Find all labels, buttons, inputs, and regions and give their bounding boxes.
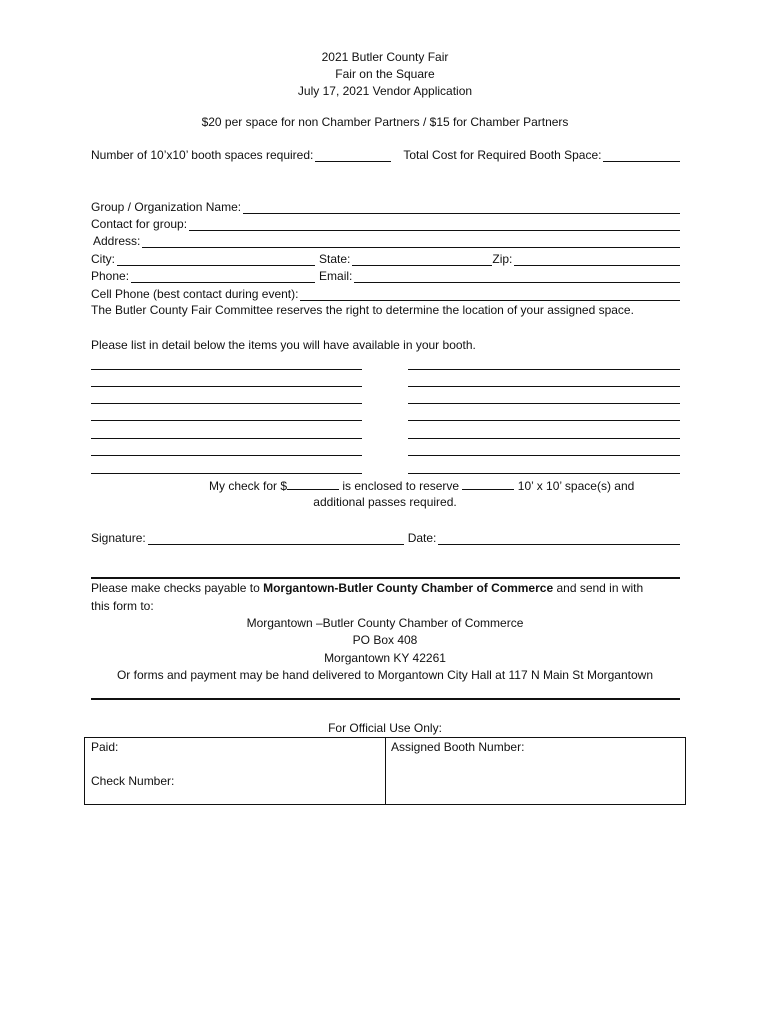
phone-label: Phone: [91,269,130,283]
official-use-divider [385,738,386,804]
pricing-line: $20 per space for non Chamber Partners / $15 for Chamber Partners [201,115,569,129]
cell-phone-row [91,285,680,301]
phone-field[interactable] [131,270,315,283]
state-field[interactable] [352,253,492,266]
paid-label: Paid: [91,740,119,754]
email-label: Email: [319,269,353,283]
check-line [209,478,634,493]
booth-number-label: Assigned Booth Number: [391,740,525,754]
item-line-left-7[interactable] [91,473,362,474]
contact-label: Contact for group: [91,217,188,231]
divider-bottom [91,698,680,700]
payment-intro: Please make checks payable to [91,581,260,595]
official-use-title: For Official Use Only: [328,721,442,735]
cell-phone-field[interactable] [300,288,680,301]
check-number-label: Check Number: [91,774,175,788]
item-line-right-5[interactable] [408,438,680,439]
contact-row [91,215,680,231]
signature-row [91,529,680,545]
item-line-right-2[interactable] [408,386,680,387]
group-name-label: Group / Organization Name: [91,200,242,214]
form-title: 2021 Butler County Fair [321,50,449,64]
item-line-left-3[interactable] [91,403,362,404]
payment-instructions [91,581,643,595]
address-label: Address: [93,234,141,248]
check-amount-field[interactable] [287,478,339,490]
item-line-left-1[interactable] [91,369,362,370]
city-field[interactable] [117,253,315,266]
booth-spaces-field[interactable] [315,149,391,162]
check-amount-label: My check for $ [209,479,288,493]
official-use-box [84,737,686,805]
item-line-right-7[interactable] [408,473,680,474]
mailing-address-1: Morgantown –Butler County Chamber of Commerce [246,616,524,630]
item-line-left-6[interactable] [91,455,362,456]
form-subtitle: Fair on the Square [335,67,435,81]
mailing-address-2: PO Box 408 [352,633,418,647]
payment-line2: this form to: [91,599,154,613]
item-line-left-4[interactable] [91,420,362,421]
address-field[interactable] [142,235,680,248]
total-cost-field[interactable] [603,149,680,162]
cell-phone-label: Cell Phone (best contact during event): [91,287,299,301]
hand-delivery-note: Or forms and payment may be hand delivered to Morgantown City Hall at 117 N Main St Morgantown [116,668,654,682]
payment-payee: Morgantown-Butler County Chamber of Commerce [263,581,554,595]
booth-row [91,146,680,162]
form-date-line: July 17, 2021 Vendor Application [297,84,473,98]
date-label: Date: [407,531,437,545]
city-state-zip-row [91,250,680,266]
address-row [91,232,680,248]
email-field[interactable] [354,270,680,283]
divider-top [91,577,680,579]
check-spaces-label: 10’ x 10’ space(s) and [517,479,635,493]
booth-spaces-label: Number of 10’x10’ booth spaces required: [91,148,314,162]
state-label: State: [319,252,351,266]
item-line-right-4[interactable] [408,420,680,421]
mailing-address-3: Morgantown KY 42261 [324,651,446,665]
phone-email-row [91,267,680,283]
group-name-row [91,198,680,214]
reserve-note: The Butler County Fair Committee reserves the right to determine the location of your assigned space. [91,303,634,317]
item-line-left-5[interactable] [91,438,362,439]
total-cost-label: Total Cost for Required Booth Space: [403,148,602,162]
items-instruction: Please list in detail below the items you will have available in your booth. [91,338,476,352]
payment-outro: and send in with [556,581,644,595]
group-name-field[interactable] [243,201,680,214]
additional-passes-line: additional passes required. [313,495,457,509]
check-spaces-field[interactable] [462,478,514,490]
item-line-right-1[interactable] [408,369,680,370]
zip-label: Zip: [492,252,513,266]
contact-field[interactable] [189,218,680,231]
signature-field[interactable] [148,532,404,545]
date-field[interactable] [438,532,680,545]
zip-field[interactable] [514,253,680,266]
check-reserve-label: is enclosed to reserve [342,479,460,493]
item-line-right-3[interactable] [408,403,680,404]
item-line-right-6[interactable] [408,455,680,456]
item-line-left-2[interactable] [91,386,362,387]
signature-label: Signature: [91,531,146,545]
city-label: City: [91,252,115,266]
